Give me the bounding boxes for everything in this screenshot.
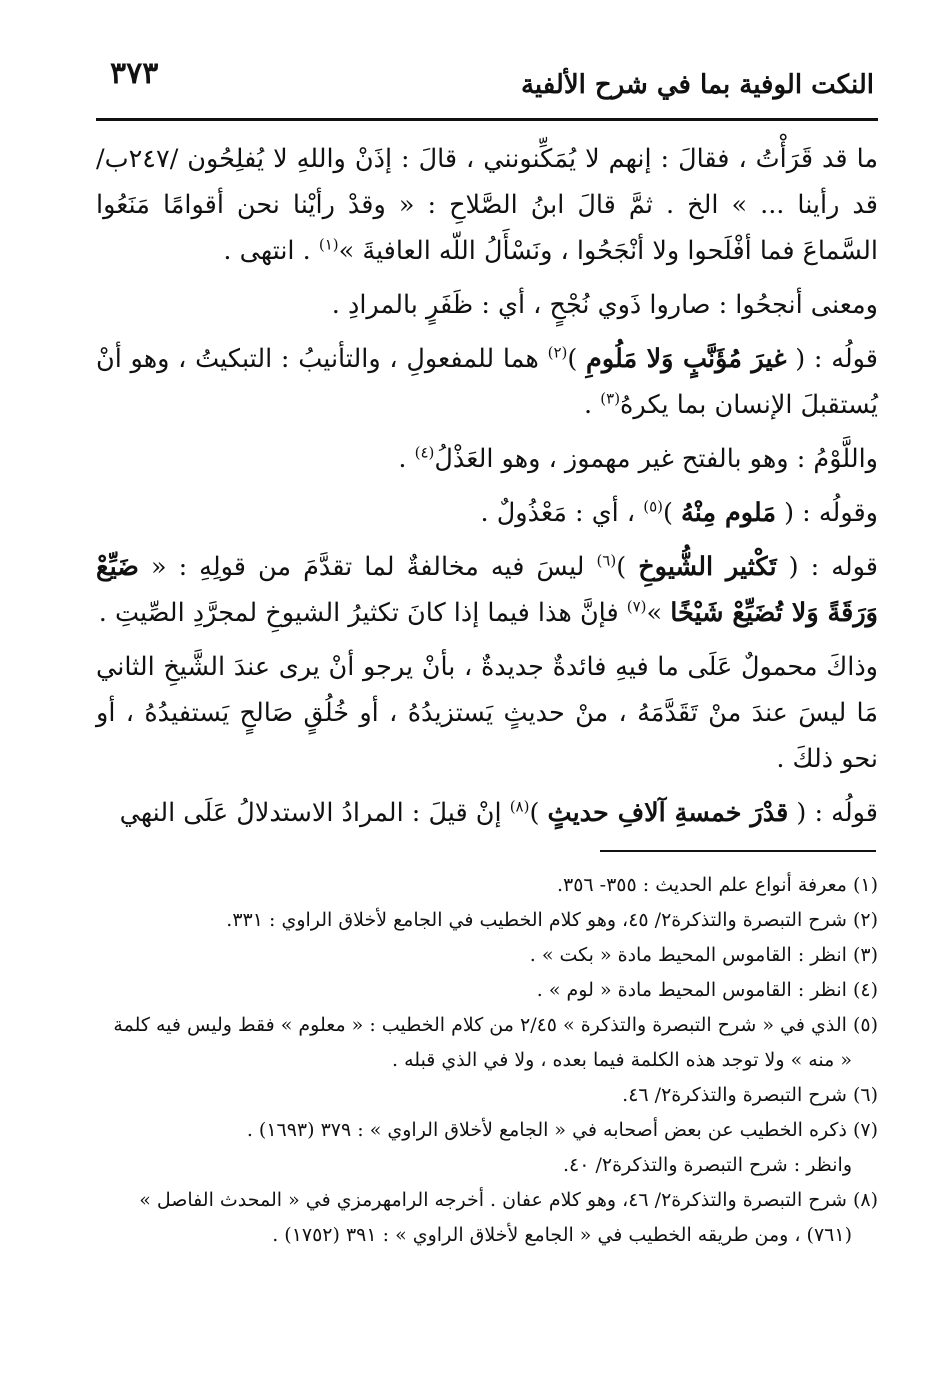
- text-span: إنْ قيلَ : المرادُ الاستدلالُ عَلَى النهي: [119, 798, 510, 828]
- footnote-number: (١): [852, 874, 878, 896]
- footnote-number: (٣): [852, 944, 878, 966]
- footnote: [96, 973, 878, 1008]
- footnote-ref: (١): [318, 235, 339, 254]
- footnotes: [96, 868, 878, 1253]
- footnote: [96, 1183, 878, 1218]
- footnote-text: شرح التبصرة والتذكرة٢/ ٤٦.: [622, 1084, 847, 1106]
- quoted-term: قدْرَ خمسةِ آلافِ حديثٍ: [547, 798, 789, 828]
- footnote-text: ذكره الخطيب عن بعض أصحابه في « الجامع لأخلاق الراوي » : ٣٧٩ (١٦٩٣) .: [246, 1119, 847, 1141]
- footnote-text: الذي في « شرح التبصرة والتذكرة » ٢/٤٥ من كلام الخطيب : « معلوم » فقط وليس فيه كلمة: [113, 1014, 847, 1036]
- footnote-ref: (٧): [626, 597, 647, 616]
- footnote: [96, 1113, 878, 1148]
- footnote-ref: (٥): [643, 497, 663, 516]
- quoted-term: مَلوم مِنْهُ: [681, 498, 777, 528]
- footnote-text: شرح التبصرة والتذكرة٢/ ٤٥، وهو كلام الخطيب في الجامع لأخلاق الراوي : ٣٣١.: [226, 909, 847, 931]
- footnote-number: (٤): [852, 979, 878, 1001]
- text-line: ولا أنْجَحُوا ، ونَسْأَلُ اللّه العافيةَ »: [338, 236, 680, 266]
- text-span: قولُه : (: [788, 798, 878, 828]
- footnote-ref: (٢): [547, 343, 568, 362]
- footnote-text: (٧٦١) ، ومن طريقه الخطيب في « الجامع لأخلاق الراوي » : ٣٩١ (١٧٥٢) .: [272, 1224, 852, 1246]
- footnote-ref: (٣): [600, 389, 621, 408]
- paragraph-7: [96, 644, 878, 782]
- footnote-ref: (٤): [414, 443, 435, 462]
- footnote-text: « منه » ولا توجد هذه الكلمة فيما بعده ، ولا في الذي قبله .: [392, 1049, 852, 1071]
- text-span: وذاكَ محمولٌ عَلَى ما فيهِ فائدةٌ جديدةٌ ، بأنْ يرجو أنْ يرى عندَ الشَّيخِ الثاني مَا ليسَ عندَ منْ تَقَدَّمَهُ ، منْ حديثٍ يَستزيدُهُ ، أو خُلُقٍ صَالحٍ يَستفيدُهُ ، أو نحو ذلكَ .: [96, 652, 878, 774]
- footnote-ref: (٦): [596, 551, 617, 570]
- text-span: قوله : (: [776, 552, 878, 582]
- footnote-continuation: [96, 1043, 878, 1078]
- text-span: ): [616, 552, 639, 582]
- footnote: [96, 868, 878, 903]
- footnote-text: معرفة أنواع علم الحديث : ٣٥٥- ٣٥٦.: [556, 874, 847, 896]
- text-span: ): [662, 498, 682, 528]
- footnote-number: (٨): [852, 1189, 878, 1211]
- footnote-number: (٧): [852, 1119, 878, 1141]
- paragraph-8: [96, 790, 878, 836]
- quoted-term: غيرَ مُؤَنَّبٍ وَلا مَلُومِ: [586, 344, 787, 374]
- text-span: وقولُه : (: [776, 498, 878, 528]
- page-number: ٣٧٣: [110, 56, 159, 91]
- footnote-ref: (٨): [509, 797, 530, 816]
- text-span: »: [646, 598, 671, 628]
- quoted-saying: ضَيِّعْ وَرَقَةً وَلا تُضَيِّعْ شَيْخًا: [96, 552, 878, 628]
- footnote-separator: [600, 850, 876, 852]
- text-span: .: [398, 444, 415, 474]
- text-span: ): [529, 798, 548, 828]
- text-line: . انتهى .: [223, 236, 319, 266]
- footnote-number: (٢): [852, 909, 878, 931]
- paragraph-3: [96, 336, 878, 428]
- running-title: النكت الوفية بما في شرح الألفية: [520, 70, 874, 100]
- text-line: ما قد قَرَأْتُ ، فقالَ : إنهم لا يُمَكِّنونني ، قالَ : إذَنْ واللهِ لا يُفلِحُون /٢٤٧ب/ قد: [96, 144, 878, 220]
- text-line: رأينا ... » الخ . ثمَّ قالَ ابنُ الصَّلاحِ : « وقدْ رأيْنا نحن أقوامًا مَنَعُوا السَّماعَ فما أفْلَحوا: [96, 190, 878, 266]
- text-span: ): [567, 344, 587, 374]
- paragraph-5: [96, 490, 878, 536]
- footnote-text: وانظر : شرح التبصرة والتذكرة٢/ ٤٠.: [562, 1154, 852, 1176]
- page-header: [96, 56, 878, 121]
- paragraph-2: [96, 282, 878, 328]
- footnote-text: شرح التبصرة والتذكرة٢/ ٤٦، وهو كلام عفان . أخرجه الرامهرمزي في « المحدث الفاصل »: [139, 1189, 847, 1211]
- paragraph-4: [96, 436, 878, 482]
- paragraph-6: [96, 544, 878, 636]
- text-span: ، أي : مَعْذُولٌ .: [480, 498, 644, 528]
- footnote-text: انظر : القاموس المحيط مادة « بكت » .: [529, 944, 847, 966]
- text-span: قولُه : (: [786, 344, 878, 374]
- paragraph-1: [96, 136, 878, 274]
- footnote-continuation: [96, 1148, 878, 1183]
- footnote-number: (٦): [852, 1084, 878, 1106]
- footnote: [96, 903, 878, 938]
- text-line: ومعنى أنجحُوا : صاروا ذَوي نُجْحٍ ، أي : ظَفَرٍ بالمرادِ .: [331, 290, 878, 320]
- text-span: واللَّوْمُ : وهو بالفتح غير مهموز ، وهو العَذْلُ: [434, 444, 878, 474]
- text-span: .: [584, 390, 601, 420]
- footnote: [96, 938, 878, 973]
- main-text: [96, 136, 878, 836]
- footnote: [96, 1008, 878, 1043]
- footnote-continuation: [96, 1218, 878, 1253]
- text-span: فإنَّ هذا فيما إذا كانَ تكثيرُ الشيوخِ لمجرَّدِ الصِّيتِ .: [98, 598, 627, 628]
- footnote-text: انظر : القاموس المحيط مادة « لوم » .: [536, 979, 847, 1001]
- footnote: [96, 1078, 878, 1113]
- quoted-term: تَكْثير الشُّيوخِ: [638, 552, 777, 582]
- text-span: هما للمفعولِ ، والتأنيبُ : التبكيتُ ، وهو أنْ يُستقبلَ الإنسان بما يكرهُ: [96, 344, 878, 420]
- footnote-number: (٥): [852, 1014, 878, 1036]
- text-span: ليسَ فيه مخالفةٌ لما تقدَّمَ من قولِهِ : «: [138, 552, 597, 582]
